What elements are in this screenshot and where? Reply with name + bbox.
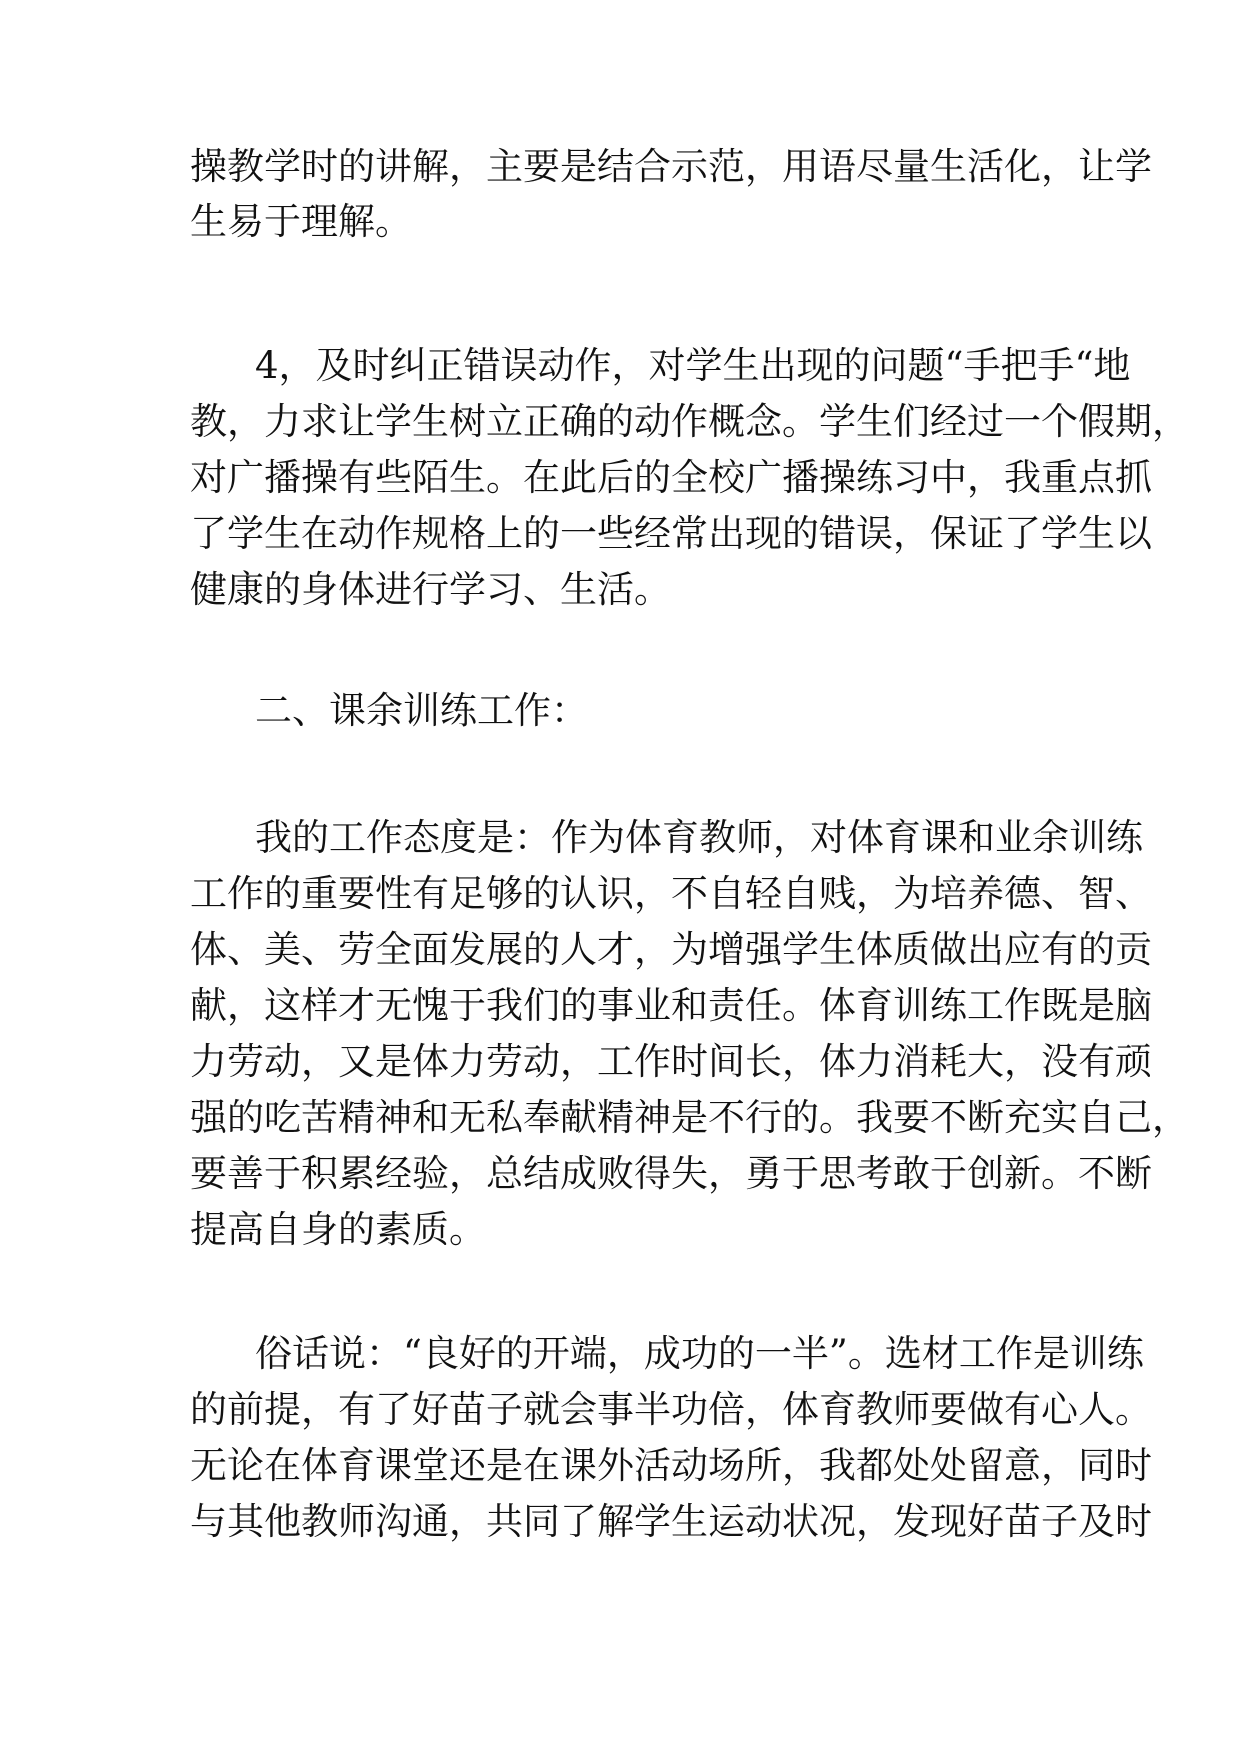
paragraph-4-line-1: 我的工作态度是：作为体育教师，对体育课和业余训练 bbox=[255, 816, 1143, 859]
paragraph-2-line-1: 4，及时纠正错误动作，对学生出现的问题“手把手“地 bbox=[255, 344, 1131, 387]
paragraph-2-line-5: 健康的身体进行学习、生活。 bbox=[190, 568, 671, 611]
paragraph-4-line-4: 献，这样才无愧于我们的事业和责任。体育训练工作既是脑 bbox=[190, 984, 1152, 1027]
paragraph-2-line-3: 对广播操有些陌生。在此后的全校广播操练习中，我重点抓 bbox=[190, 456, 1152, 499]
paragraph-4-line-5: 力劳动，又是体力劳动，工作时间长，体力消耗大，没有顽 bbox=[190, 1040, 1152, 1083]
paragraph-1-line-2: 生易于理解。 bbox=[190, 200, 412, 243]
paragraph-4-line-2: 工作的重要性有足够的认识，不自轻自贱，为培养德、智、 bbox=[190, 872, 1152, 915]
paragraph-4-line-6: 强的吃苦精神和无私奉献精神是不行的。我要不断充实自己， bbox=[190, 1096, 1189, 1139]
paragraph-5-line-1: 俗话说：“良好的开端，成功的一半”。选材工作是训练 bbox=[255, 1332, 1144, 1375]
paragraph-4-line-8: 提高自身的素质。 bbox=[190, 1208, 486, 1251]
paragraph-1-line-1: 操教学时的讲解，主要是结合示范，用语尽量生活化，让学 bbox=[190, 145, 1152, 188]
paragraph-2-line-2: 教，力求让学生树立正确的动作概念。学生们经过一个假期， bbox=[190, 400, 1189, 443]
paragraph-5-line-3: 无论在体育课堂还是在课外活动场所，我都处处留意，同时 bbox=[190, 1444, 1152, 1487]
paragraph-4-line-3: 体、美、劳全面发展的人才，为增强学生体质做出应有的贡 bbox=[190, 928, 1152, 971]
paragraph-5-line-2: 的前提，有了好苗子就会事半功倍，体育教师要做有心人。 bbox=[190, 1388, 1152, 1431]
paragraph-2-line-4: 了学生在动作规格上的一些经常出现的错误，保证了学生以 bbox=[190, 512, 1152, 555]
paragraph-4-line-7: 要善于积累经验，总结成败得失，勇于思考敢于创新。不断 bbox=[190, 1152, 1152, 1195]
section-heading: 二、课余训练工作： bbox=[255, 689, 588, 732]
paragraph-5-line-4: 与其他教师沟通，共同了解学生运动状况，发现好苗子及时 bbox=[190, 1500, 1152, 1543]
